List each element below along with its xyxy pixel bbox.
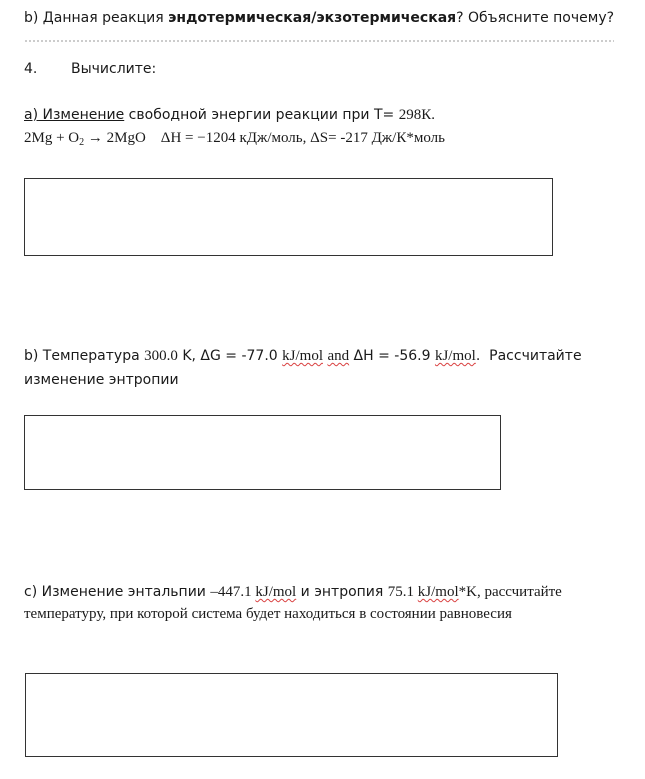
part-c-line2: температуру, при которой система будет находиться в состоянии равновесия bbox=[24, 606, 512, 622]
equation-reactants: 2Mg + O bbox=[24, 130, 80, 146]
question-3b-prefix: b) Данная реакция bbox=[24, 10, 169, 26]
part-b-line2: изменение энтропии bbox=[24, 372, 179, 388]
part-b-and: and bbox=[327, 348, 350, 364]
part-b-unit-2: kJ/mol bbox=[434, 348, 476, 364]
question-3b-suffix: ? Объясните почему? bbox=[456, 10, 615, 26]
question-4-title: Вычислите: bbox=[71, 61, 157, 77]
part-c-mid: и энтропия bbox=[296, 584, 388, 600]
equation-products: → 2MgO ΔH = −1204 кДж/моль, ΔS= -217 Дж/К*моль bbox=[84, 130, 445, 146]
part-b-suffix: . Рассчитайте bbox=[475, 348, 582, 364]
part-b-dg: K, ΔG = -77.0 bbox=[177, 348, 283, 364]
part-c-enthalpy: –447.1 bbox=[210, 584, 256, 600]
part-b-text bbox=[24, 348, 582, 365]
part-c-entropy: 75.1 bbox=[387, 584, 418, 600]
part-a-text bbox=[24, 107, 435, 124]
part-a-underlined: Изменение bbox=[42, 107, 125, 123]
part-b-temperature: 300.0 bbox=[144, 348, 178, 364]
dotted-answer-line bbox=[24, 40, 614, 42]
question-3b-bold: эндотермическая/экзотермическая bbox=[168, 10, 457, 26]
question-4-number: 4. bbox=[24, 61, 38, 77]
question-3b bbox=[24, 10, 614, 26]
answer-box-c[interactable] bbox=[25, 673, 558, 757]
oxygen-subscript: 2 bbox=[79, 137, 85, 148]
part-a-equation bbox=[24, 130, 445, 148]
part-c-suffix: *K, рассчитайте bbox=[458, 584, 562, 600]
part-a-body: свободной энергии реакции при Т= bbox=[124, 107, 399, 123]
answer-box-b[interactable] bbox=[24, 415, 501, 490]
part-c-unit-1: kJ/mol bbox=[255, 584, 297, 600]
part-a-temperature: 298К. bbox=[398, 107, 435, 123]
answer-box-a[interactable] bbox=[24, 178, 553, 256]
part-c-unit-2: kJ/mol bbox=[417, 584, 459, 600]
part-a-label: a) Изменение bbox=[24, 107, 125, 123]
part-c-prefix: c) Изменение энтальпии bbox=[24, 584, 211, 600]
part-b-unit-1: kJ/mol bbox=[282, 348, 323, 364]
part-b-dh: ΔH = -56.9 bbox=[349, 348, 435, 364]
part-c-text bbox=[24, 584, 562, 601]
part-b-prefix: b) Температура bbox=[24, 348, 145, 364]
